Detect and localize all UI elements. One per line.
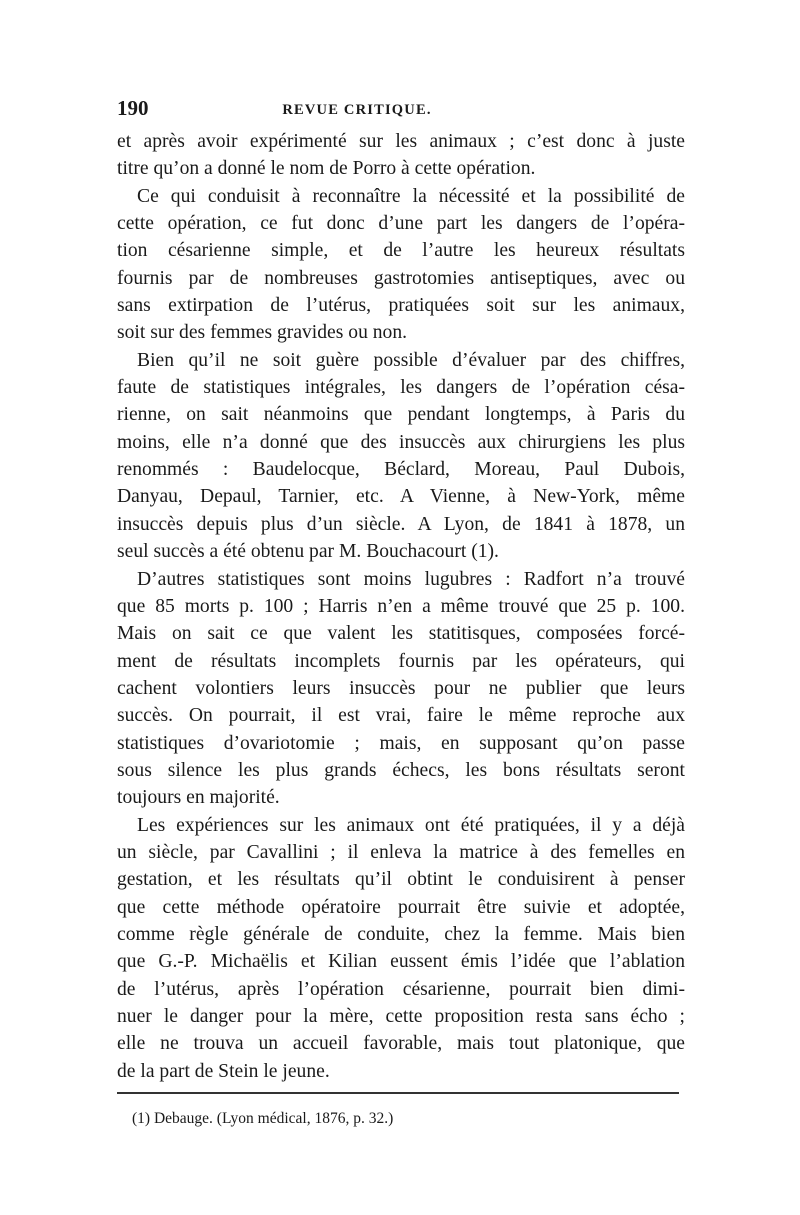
text-line: seul succès a été obtenu par M. Bouchacourt (1). [117, 541, 499, 563]
footnote: (1) Debauge. (Lyon médical, 1876, p. 32.) [132, 1110, 394, 1127]
text-line: que cette méthode opératoire pourrait être suivie et adoptée, [117, 896, 685, 918]
text-line: sous silence les plus grands échecs, les bons résultats seront [117, 759, 685, 781]
text-line: que 85 morts p. 100 ; Harris n’en a même trouvé que 25 p. 100. [117, 595, 685, 617]
paragraph-first-line: Les expériences sur les animaux ont été pratiquées, il y a déjà [137, 814, 685, 836]
text-line: elle ne trouva un accueil favorable, mais tout platonique, que [117, 1033, 685, 1055]
paragraph-first-line: D’autres statistiques sont moins lugubres : Radfort n’a trouvé [137, 568, 685, 590]
text-line: tion césarienne simple, et de l’autre les heureux résultats [117, 240, 685, 262]
text-line: comme règle générale de conduite, chez la femme. Mais bien [117, 923, 685, 945]
text-line: et après avoir expérimenté sur les animaux ; c’est donc à juste [117, 131, 685, 152]
text-line: rienne, on sait néanmoins que pendant longtemps, à Paris du [117, 404, 685, 426]
text-line: toujours en majorité. [117, 787, 280, 809]
page-header [117, 96, 685, 124]
running-title: REVUE CRITIQUE. [282, 102, 432, 118]
text-line: nuer le danger pour la mère, cette proposition resta sans écho ; [117, 1006, 685, 1027]
text-line: cachent volontiers leurs insuccès pour ne publier que leurs [117, 677, 685, 699]
text-line: gestation, et les résultats qu’il obtint le conduisirent à penser [117, 869, 685, 891]
text-line: Danyau, Depaul, Tarnier, etc. A Vienne, à New-York, même [117, 486, 685, 508]
text-line: soit sur des femmes gravides ou non. [117, 322, 408, 344]
text-line: insuccès depuis plus d’un siècle. A Lyon, de 1841 à 1878, un [117, 513, 685, 535]
body-text [117, 128, 685, 1085]
text-line: renommés : Baudelocque, Béclard, Moreau, Paul Dubois, [117, 459, 685, 481]
text-line: Mais on sait ce que valent les statitisques, composées forcé- [117, 623, 685, 645]
paragraph-first-line: Ce qui conduisit à reconnaître la nécessité et la possibilité de [137, 185, 685, 207]
text-line: de la part de Stein le jeune. [117, 1060, 330, 1082]
text-line: fournis par de nombreuses gastrotomies antiseptiques, avec ou [117, 267, 685, 289]
paragraph-first-line: Bien qu’il ne soit guère possible d’évaluer par des chiffres, [137, 349, 685, 371]
text-line: cette opération, ce fut donc d’une part les dangers de l’opéra- [117, 213, 685, 235]
text-line: sans extirpation de l’utérus, pratiquées soit sur les animaux, [117, 295, 685, 317]
text-line: que G.-P. Michaëlis et Kilian eussent émis l’idée que l’ablation [117, 951, 685, 973]
text-line: faute de statistiques intégrales, les dangers de l’opération césa- [117, 377, 685, 399]
footnote-rule [117, 1092, 679, 1094]
text-line: moins, elle n’a donné que des insuccès aux chirurgiens les plus [117, 431, 685, 453]
text-line: un siècle, par Cavallini ; il enleva la matrice à des femelles en [117, 841, 685, 863]
page-number: 190 [117, 96, 149, 120]
text-line: ment de résultats incomplets fournis par les opérateurs, qui [117, 650, 685, 672]
text-line: de l’utérus, après l’opération césarienne, pourrait bien dimi- [117, 978, 685, 1000]
text-line: succès. On pourrait, il est vrai, faire le même reproche aux [117, 705, 685, 727]
text-line: statistiques d’ovariotomie ; mais, en supposant qu’on passe [117, 732, 685, 754]
text-line: titre qu’on a donné le nom de Porro à cette opération. [117, 158, 536, 180]
